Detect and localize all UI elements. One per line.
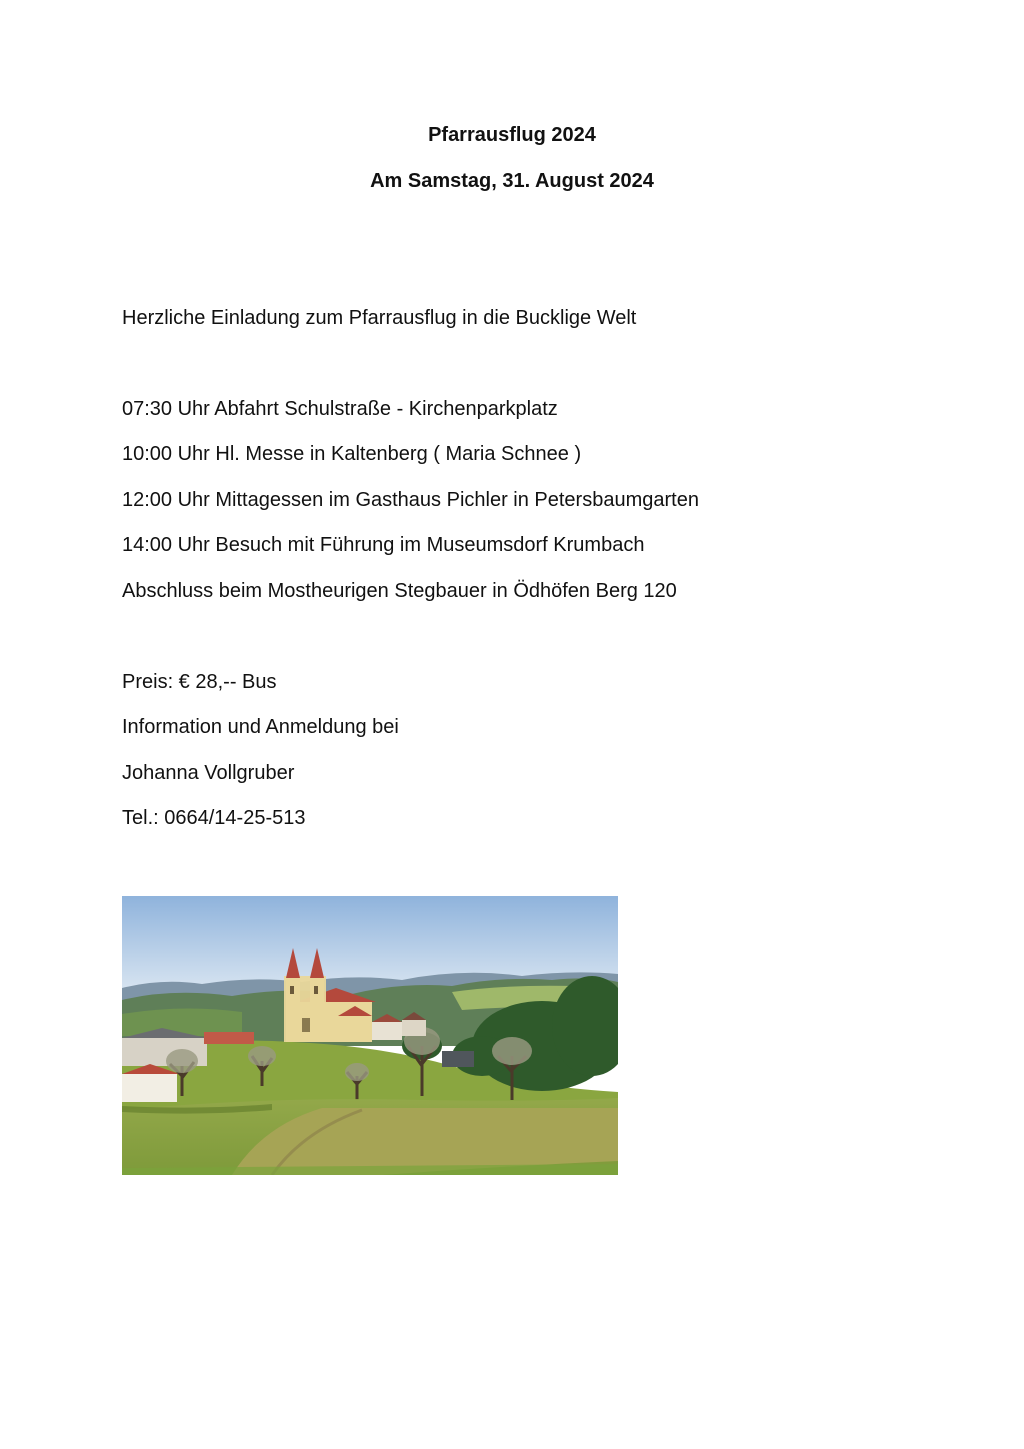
contact-name: Johanna Vollgruber bbox=[122, 762, 295, 784]
invitation-text: Herzliche Einladung zum Pfarrausflug in die Bucklige Welt bbox=[122, 307, 637, 329]
event-date: Am Samstag, 31. August 2024 bbox=[370, 170, 654, 192]
document-title: Pfarrausflug 2024 bbox=[428, 124, 596, 146]
phone-number: Tel.: 0664/14-25-513 bbox=[122, 807, 306, 829]
schedule-item: Abschluss beim Mostheurigen Stegbauer in Ödhöfen Berg 120 bbox=[122, 580, 677, 602]
info-label: Information und Anmeldung bei bbox=[122, 716, 399, 738]
church-landscape-photo bbox=[122, 896, 618, 1175]
schedule-item: 10:00 Uhr Hl. Messe in Kaltenberg ( Maria Schnee ) bbox=[122, 443, 582, 465]
schedule-item: 14:00 Uhr Besuch mit Führung im Museumsdorf Krumbach bbox=[122, 534, 645, 556]
schedule-item: 12:00 Uhr Mittagessen im Gasthaus Pichler in Petersbaumgarten bbox=[122, 489, 699, 511]
schedule-item: 07:30 Uhr Abfahrt Schulstraße - Kirchenparkplatz bbox=[122, 398, 558, 420]
price-text: Preis: € 28,-- Bus bbox=[122, 671, 277, 693]
